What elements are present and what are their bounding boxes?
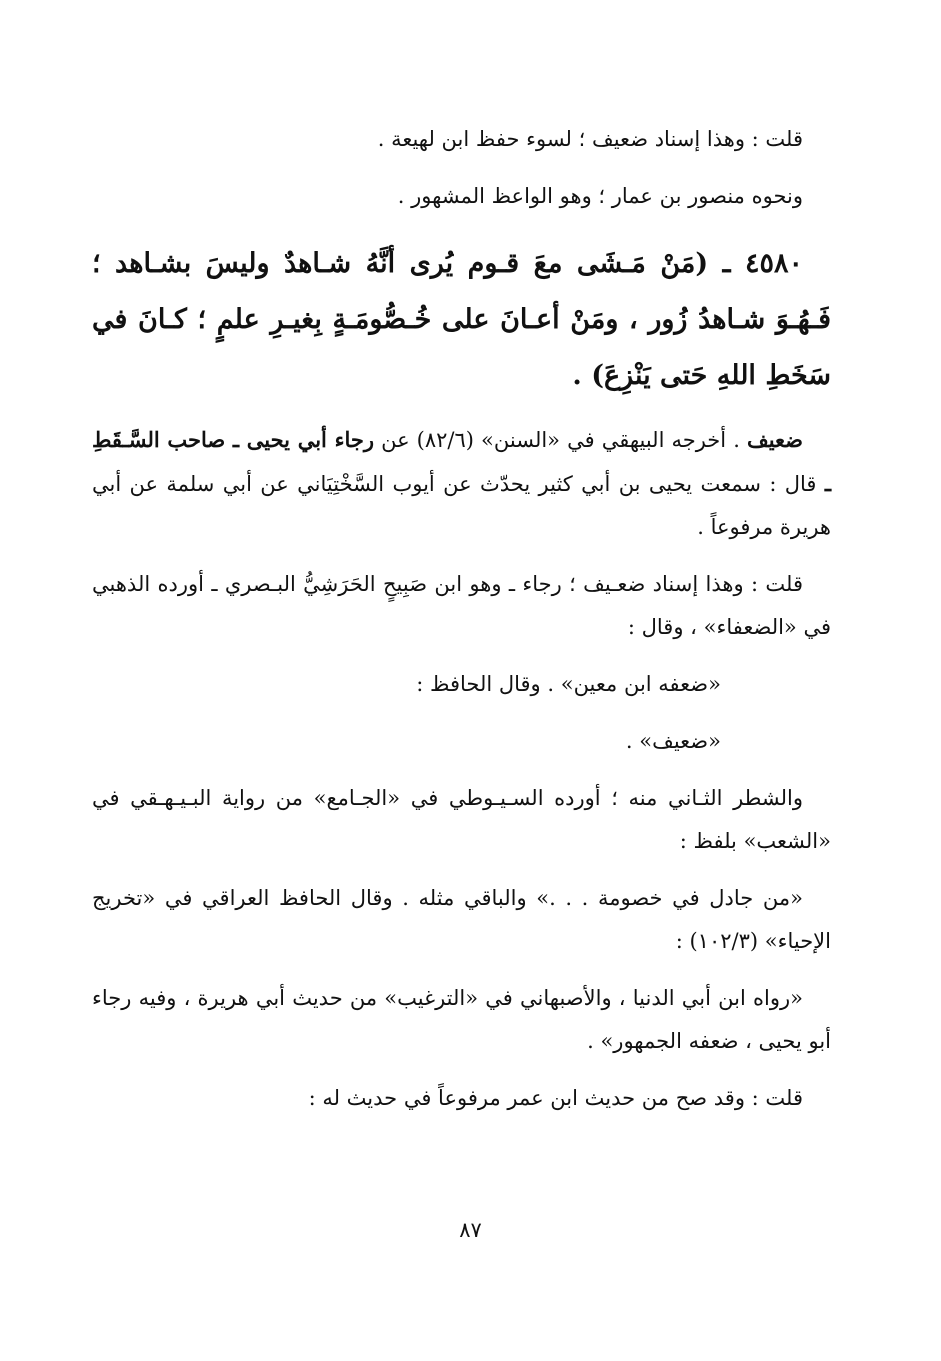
paragraph-takhrij: [92, 418, 831, 549]
narrator-name: رجاء أبي يحيى ـ صاحب السَّـقَطِ ـ: [92, 427, 831, 496]
grade-label: ضعيف: [746, 427, 803, 452]
quote-1: «ضعفه ابن معين» . وقال الحافظ :: [416, 672, 721, 696]
quote-2: «ضعيف» .: [625, 729, 721, 753]
takhrij-text: . أخرجه البيهقي في «السنن» (٨٢/٦) عن: [381, 428, 740, 452]
paragraph-1: قلت : وهذا إسناد ضعيف ؛ لسوء حفظ ابن لهيعة .: [377, 127, 803, 151]
paragraph-8: والشطر الثـاني منه ؛ أورده السـيـوطي في «الجـامع» من رواية البـيـهـقي في «الشعب» بلفظ :: [92, 786, 831, 853]
hadith-text: ٤٥٨٠ ـ (مَنْ مَـشَى معَ قـوم يُرى أنَّهُ شـاهدٌ وليسَ بشـاهد ؛ فَـهُـوَ شـاهدُ زُور ، ومَنْ أعـانَ على خُـصُّومَـةٍ بِغيـرِ علمٍ ؛ كـانَ في سَخَطِ اللهِ حَتى يَنْزِعَ) .: [92, 248, 831, 391]
paragraph-10: «رواه ابن أبي الدنيا ، والأصبهاني في «الترغيب» من حديث أبي هريرة ، وفيه رجاء أبو يحيى ، ضعفه الجمهور» .: [92, 986, 831, 1053]
paragraph-5: قلت : وهذا إسناد ضعـيف ؛ رجاء ـ وهو ابن صَبِيحٍ الحَرَشِيُّ البـصري ـ أورده الذهبي في «الضعفاء» ، وقال :: [92, 572, 831, 639]
page-number: ٨٧: [459, 1218, 482, 1242]
paragraph-11: قلت : وقد صح من حديث ابن عمر مرفوعاً في حديث له :: [308, 1086, 803, 1110]
paragraph-2: ونحوه منصور بن عمار ؛ وهو الواعظ المشهور .: [397, 184, 803, 208]
takhrij-tail: قال : سمعت يحيى بن أبي كثير يحدّث عن أيوب السَّخْتِيَاني عن أبي سلمة عن أبي هريرة مرفوعاً .: [92, 472, 831, 539]
paragraph-9: «من جادل في خصومة . . .» والباقي مثله . وقال الحافظ العراقي في «تخريج الإحياء» (١٠٢/٣) :: [92, 886, 831, 953]
